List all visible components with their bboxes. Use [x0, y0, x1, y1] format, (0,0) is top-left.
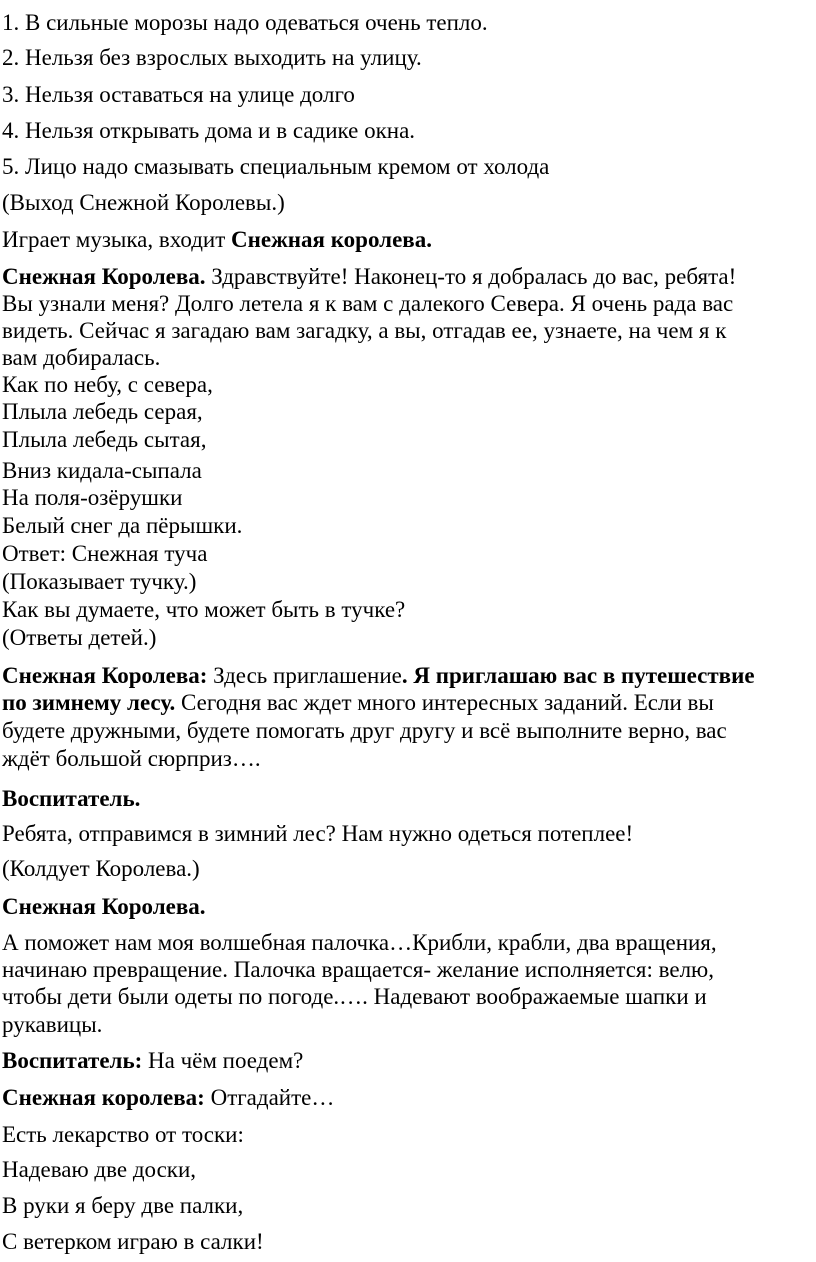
riddle-ski-line-1: Есть лекарство от тоски: [2, 1122, 244, 1147]
queen-spell-line-2: начинаю превращение. Палочка вращается- желание исполняется: велю, [2, 957, 714, 982]
riddle-answer: Ответ: Снежная туча [2, 541, 208, 566]
queen-greeting-line-3: видеть. Сейчас я загадаю вам загадку, а вы, отгадав ее, узнаете, на чем я к [2, 318, 727, 343]
rule-3: 3. Нельзя оставаться на улице долго [2, 82, 355, 107]
stage-direction-children-answer: (Ответы детей.) [2, 625, 157, 650]
stage-direction-shows-cloud: (Показывает тучку.) [2, 569, 197, 594]
riddle-ski-line-4: С ветерком играю в салки! [2, 1229, 264, 1254]
speaker-queen-2 [2, 895, 206, 918]
teacher-line: Ребята, отправимся в зимний лес? Нам нужно одеться потеплее! [2, 821, 634, 846]
rule-2: 2. Нельзя без взрослых выходить на улицу. [2, 45, 422, 70]
speaker-queen: Снежная Королева. [2, 264, 206, 289]
queen-invitation-line-4: ждёт большой сюрприз…. [2, 746, 261, 771]
rule-5: 5. Лицо надо смазывать специальным кремом от холода [2, 154, 550, 179]
queen-invitation-line-3: будете дружными, будете помогать друг другу и всё выполните верно, вас [2, 718, 727, 743]
invitation-tasks-text: Сегодня вас ждет много интересных заданий. Если вы [175, 690, 714, 715]
music-line [2, 228, 432, 251]
speaker-queen: Снежная Королева: [2, 663, 208, 688]
invitation-text-plain: Здесь приглашение [207, 663, 402, 688]
riddle-cloud-line-5: На поля-озёрушки [2, 485, 183, 510]
queen-invitation-line-2 [2, 691, 714, 714]
invitation-text-bold: . Я приглашаю вас в путешествие [401, 663, 755, 688]
stage-direction-queen-exit: (Выход Снежной Королевы.) [2, 190, 285, 215]
stage-direction-queen-magic: (Колдует Королева.) [2, 856, 200, 881]
speaker-teacher [2, 787, 140, 810]
invitation-forest-bold: по зимнему лесу. [2, 690, 176, 715]
question-cloud: Как вы думаете, что может быть в тучке? [2, 597, 406, 622]
queen-spell-line-1: А поможет нам моя волшебная палочка…Крибли, крабли, два вращения, [2, 930, 717, 955]
teacher-question [2, 1049, 303, 1072]
queen-spell-line-4: рукавицы. [2, 1012, 103, 1037]
riddle-cloud-line-4: Вниз кидала-сыпала [2, 458, 202, 483]
speaker-queen: Снежная королева: [2, 1085, 205, 1110]
greeting-text-1: Здравствуйте! Наконец-то я добралась до вас, ребята! [205, 264, 737, 289]
speaker-queen-label: Снежная Королева. [2, 894, 206, 919]
queen-greeting-line-4: вам добиралась. [2, 345, 161, 370]
riddle-cloud-line-2: Плыла лебедь серая, [2, 399, 203, 424]
teacher-question-text: На чём поедем? [142, 1048, 304, 1073]
riddle-cloud-line-3: Плыла лебедь сытая, [2, 427, 207, 452]
queen-guess-text: Отгадайте… [204, 1085, 335, 1110]
riddle-ski-line-3: В руки я беру две палки, [2, 1193, 244, 1218]
queen-invitation-line-1 [2, 664, 755, 687]
rule-1: 1. В сильные морозы надо одеваться очень тепло. [2, 10, 488, 35]
queen-greeting-line-1 [2, 265, 736, 288]
queen-greeting-line-2: Вы узнали меня? Долго летела я к вам с далекого Севера. Я очень рада вас [2, 291, 734, 316]
queen-guess [2, 1086, 334, 1109]
speaker-teacher-label: Воспитатель. [2, 786, 141, 811]
queen-spell-line-3: чтобы дети были одеты по погоде.…. Надевают воображаемые шапки и [2, 984, 707, 1009]
speaker-teacher: Воспитатель: [2, 1048, 143, 1073]
music-line-text: Играет музыка, входит [2, 227, 232, 252]
riddle-cloud-line-6: Белый снег да пёрышки. [2, 513, 243, 538]
riddle-ski-line-2: Надеваю две доски, [2, 1157, 197, 1182]
music-line-queen: Снежная королева. [231, 227, 432, 252]
riddle-cloud-line-1: Как по небу, с севера, [2, 372, 213, 397]
rule-4: 4. Нельзя открывать дома и в садике окна. [2, 118, 416, 143]
